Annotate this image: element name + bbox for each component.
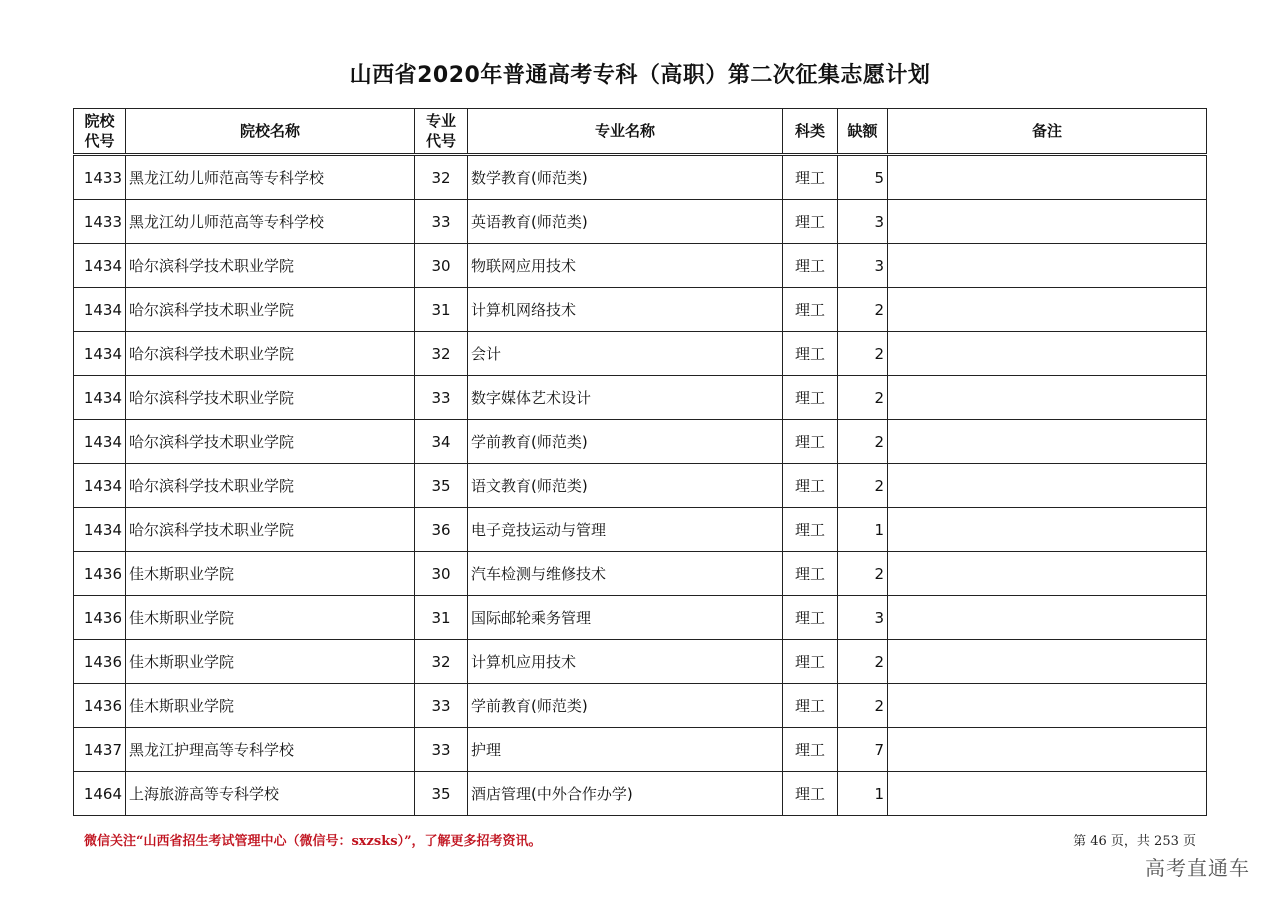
cell-school-name: 黑龙江护理高等专科学校: [126, 728, 415, 772]
cell-major-code: 33: [415, 684, 468, 728]
cell-vacancy: 2: [838, 376, 888, 420]
cell-school-name: 哈尔滨科学技术职业学院: [126, 376, 415, 420]
cell-school-code: 1434: [74, 244, 126, 288]
cell-vacancy: 3: [838, 244, 888, 288]
cell-remark: [888, 244, 1207, 288]
cell-major-code: 33: [415, 200, 468, 244]
cell-remark: [888, 728, 1207, 772]
cell-vacancy: 2: [838, 332, 888, 376]
cell-major-name: 酒店管理(中外合作办学): [468, 772, 783, 816]
header-major-code-text: 专业代号: [425, 112, 456, 150]
cell-school-code: 1436: [74, 596, 126, 640]
cell-category: 理工: [783, 596, 838, 640]
cell-vacancy: 2: [838, 684, 888, 728]
cell-category: 理工: [783, 420, 838, 464]
cell-major-code: 33: [415, 376, 468, 420]
cell-category: 理工: [783, 288, 838, 332]
cell-major-code: 33: [415, 728, 468, 772]
cell-remark: [888, 376, 1207, 420]
table-row: [74, 772, 1207, 816]
header-category: 科类: [783, 109, 838, 155]
cell-remark: [888, 508, 1207, 552]
cell-vacancy: 1: [838, 508, 888, 552]
cell-vacancy: 2: [838, 288, 888, 332]
table-row: [74, 332, 1207, 376]
cell-category: 理工: [783, 508, 838, 552]
cell-remark: [888, 420, 1207, 464]
cell-school-name: 哈尔滨科学技术职业学院: [126, 508, 415, 552]
cell-major-name: 学前教育(师范类): [468, 420, 783, 464]
table-row: [74, 552, 1207, 596]
cell-vacancy: 3: [838, 596, 888, 640]
cell-major-code: 35: [415, 772, 468, 816]
cell-vacancy: 3: [838, 200, 888, 244]
cell-remark: [888, 684, 1207, 728]
table-row: [74, 200, 1207, 244]
cell-remark: [888, 464, 1207, 508]
cell-school-code: 1434: [74, 420, 126, 464]
table-header-row: [74, 109, 1207, 155]
cell-major-code: 30: [415, 244, 468, 288]
cell-major-name: 计算机应用技术: [468, 640, 783, 684]
cell-major-name: 电子竞技运动与管理: [468, 508, 783, 552]
cell-school-name: 佳木斯职业学院: [126, 596, 415, 640]
table-row: [74, 640, 1207, 684]
header-remark: 备注: [888, 109, 1207, 155]
cell-major-name: 学前教育(师范类): [468, 684, 783, 728]
cell-major-code: 36: [415, 508, 468, 552]
header-major-code: [415, 109, 468, 155]
cell-school-name: 哈尔滨科学技术职业学院: [126, 464, 415, 508]
table-row: [74, 420, 1207, 464]
cell-category: 理工: [783, 376, 838, 420]
cell-category: 理工: [783, 155, 838, 200]
cell-major-code: 32: [415, 640, 468, 684]
table-body: [74, 155, 1207, 816]
header-school-name: 院校名称: [126, 109, 415, 155]
header-major-name: 专业名称: [468, 109, 783, 155]
cell-category: 理工: [783, 244, 838, 288]
cell-major-name: 数字媒体艺术设计: [468, 376, 783, 420]
table-row: [74, 376, 1207, 420]
cell-school-code: 1436: [74, 684, 126, 728]
header-vacancy: 缺额: [838, 109, 888, 155]
cell-school-name: 上海旅游高等专科学校: [126, 772, 415, 816]
cell-category: 理工: [783, 464, 838, 508]
cell-school-name: 哈尔滨科学技术职业学院: [126, 420, 415, 464]
cell-school-name: 佳木斯职业学院: [126, 552, 415, 596]
cell-category: 理工: [783, 684, 838, 728]
cell-major-name: 会计: [468, 332, 783, 376]
cell-category: 理工: [783, 640, 838, 684]
cell-remark: [888, 552, 1207, 596]
cell-school-code: 1433: [74, 155, 126, 200]
cell-remark: [888, 288, 1207, 332]
cell-major-code: 32: [415, 155, 468, 200]
cell-school-code: 1434: [74, 376, 126, 420]
cell-school-code: 1436: [74, 552, 126, 596]
table-row: [74, 288, 1207, 332]
cell-major-code: 31: [415, 596, 468, 640]
header-school-code: [74, 109, 126, 155]
cell-major-name: 英语教育(师范类): [468, 200, 783, 244]
cell-school-code: 1434: [74, 332, 126, 376]
page-number: 第 46 页，共 253 页: [1073, 834, 1196, 849]
table-row: [74, 728, 1207, 772]
cell-school-name: 哈尔滨科学技术职业学院: [126, 288, 415, 332]
cell-remark: [888, 596, 1207, 640]
cell-school-name: 哈尔滨科学技术职业学院: [126, 332, 415, 376]
cell-school-code: 1436: [74, 640, 126, 684]
cell-school-name: 哈尔滨科学技术职业学院: [126, 244, 415, 288]
cell-category: 理工: [783, 332, 838, 376]
cell-school-code: 1434: [74, 508, 126, 552]
wechat-notice: 微信关注“山西省招生考试管理中心（微信号：sxzsks）”，了解更多招考资讯。: [84, 834, 542, 849]
cell-major-name: 语文教育(师范类): [468, 464, 783, 508]
cell-major-name: 汽车检测与维修技术: [468, 552, 783, 596]
header-school-code-text: 院校代号: [84, 112, 115, 150]
cell-major-code: 31: [415, 288, 468, 332]
cell-school-name: 黑龙江幼儿师范高等专科学校: [126, 155, 415, 200]
watermark: 高考直通车: [1145, 856, 1250, 880]
cell-remark: [888, 200, 1207, 244]
cell-category: 理工: [783, 200, 838, 244]
cell-remark: [888, 772, 1207, 816]
cell-school-name: 佳木斯职业学院: [126, 640, 415, 684]
cell-category: 理工: [783, 772, 838, 816]
cell-vacancy: 7: [838, 728, 888, 772]
cell-category: 理工: [783, 552, 838, 596]
cell-vacancy: 2: [838, 464, 888, 508]
table-row: [74, 155, 1207, 200]
cell-major-code: 32: [415, 332, 468, 376]
cell-remark: [888, 640, 1207, 684]
cell-vacancy: 2: [838, 420, 888, 464]
cell-major-code: 35: [415, 464, 468, 508]
cell-major-name: 护理: [468, 728, 783, 772]
enrollment-plan-table: [73, 108, 1207, 816]
table-row: [74, 244, 1207, 288]
cell-major-name: 物联网应用技术: [468, 244, 783, 288]
cell-major-code: 30: [415, 552, 468, 596]
cell-category: 理工: [783, 728, 838, 772]
cell-vacancy: 2: [838, 640, 888, 684]
cell-major-code: 34: [415, 420, 468, 464]
cell-major-name: 国际邮轮乘务管理: [468, 596, 783, 640]
cell-vacancy: 1: [838, 772, 888, 816]
cell-school-name: 黑龙江幼儿师范高等专科学校: [126, 200, 415, 244]
table-row: [74, 508, 1207, 552]
cell-school-code: 1433: [74, 200, 126, 244]
cell-school-code: 1434: [74, 288, 126, 332]
cell-school-code: 1434: [74, 464, 126, 508]
cell-school-code: 1437: [74, 728, 126, 772]
cell-remark: [888, 332, 1207, 376]
page-title: 山西省2020年普通高考专科（高职）第二次征集志愿计划: [349, 63, 931, 88]
cell-vacancy: 2: [838, 552, 888, 596]
cell-major-name: 计算机网络技术: [468, 288, 783, 332]
table-row: [74, 464, 1207, 508]
cell-major-name: 数学教育(师范类): [468, 155, 783, 200]
table-row: [74, 596, 1207, 640]
cell-school-code: 1464: [74, 772, 126, 816]
cell-remark: [888, 155, 1207, 200]
table-row: [74, 684, 1207, 728]
cell-vacancy: 5: [838, 155, 888, 200]
cell-school-name: 佳木斯职业学院: [126, 684, 415, 728]
